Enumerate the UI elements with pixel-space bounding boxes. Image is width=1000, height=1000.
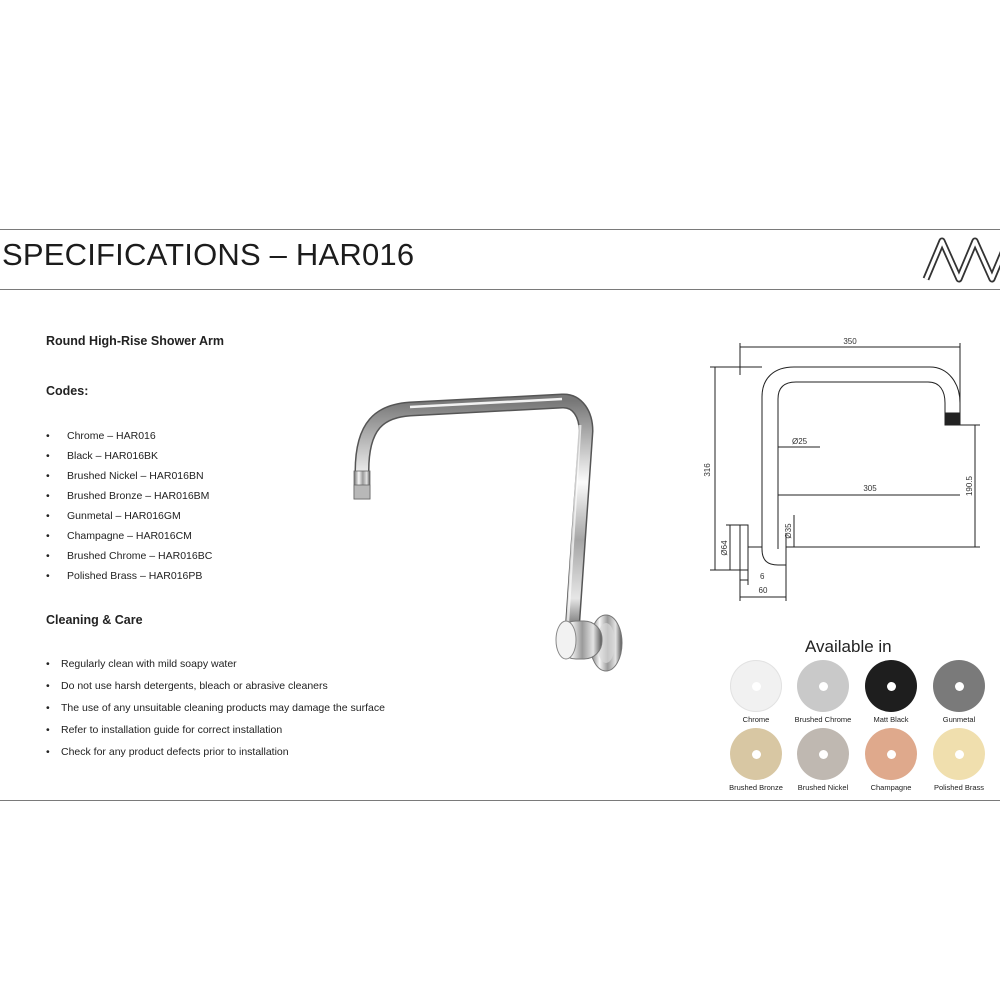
dim-overall-width: 350	[843, 337, 857, 346]
code-text: Brushed Chrome – HAR016BC	[67, 550, 213, 562]
technical-drawing	[690, 335, 990, 610]
list-item	[46, 450, 212, 463]
dim-flange-diameter: Ø64	[720, 540, 729, 556]
finish-label: Gunmetal	[942, 715, 976, 724]
top-divider	[0, 229, 1000, 230]
swatch-center-hole	[887, 750, 896, 759]
bottom-divider	[0, 800, 1000, 801]
swatch-center-hole	[752, 682, 761, 691]
list-item	[46, 680, 386, 692]
finish-label: Brushed Nickel	[797, 783, 849, 792]
bullet-icon: •	[46, 510, 50, 522]
finish-swatch	[933, 660, 985, 712]
code-text: Polished Brass – HAR016PB	[67, 570, 203, 582]
dim-drop: 190.5	[965, 475, 974, 497]
dim-overall-height: 316	[703, 463, 712, 477]
care-text: Refer to installation guide for correct installation	[61, 724, 283, 736]
finish-label: Matt Black	[873, 715, 909, 724]
list-item	[46, 570, 212, 583]
finish-label: Chrome	[742, 715, 770, 724]
code-text: Chrome – HAR016	[67, 430, 156, 442]
swatch-center-hole	[955, 750, 964, 759]
care-text: The use of any unsuitable cleaning products may damage the surface	[61, 702, 385, 714]
care-text: Do not use harsh detergents, bleach or abrasive cleaners	[61, 680, 328, 692]
finish-swatch	[797, 660, 849, 712]
codes-heading: Codes:	[46, 384, 89, 398]
bullet-icon: •	[46, 550, 50, 562]
product-photo	[340, 385, 640, 685]
finish-swatch	[730, 660, 782, 712]
product-name: Round High-Rise Shower Arm	[46, 334, 225, 348]
care-list	[46, 658, 386, 768]
codes-list	[46, 430, 212, 590]
bullet-icon: •	[46, 450, 50, 462]
swatch-center-hole	[819, 750, 828, 759]
code-text: Brushed Bronze – HAR016BM	[67, 490, 210, 502]
bullet-icon: •	[46, 702, 50, 714]
list-item	[46, 470, 212, 483]
bullet-icon: •	[46, 658, 50, 670]
swatch-center-hole	[819, 682, 828, 691]
bullet-icon: •	[46, 680, 50, 692]
care-text: Regularly clean with mild soapy water	[61, 658, 237, 670]
list-item	[46, 530, 212, 543]
finish-swatch	[730, 728, 782, 780]
list-item	[46, 490, 212, 503]
list-item	[46, 724, 386, 736]
list-item	[46, 658, 386, 670]
list-item	[46, 510, 212, 523]
header-divider	[0, 289, 1000, 290]
finish-label: Polished Brass	[933, 783, 985, 792]
swatch-center-hole	[752, 750, 761, 759]
care-text: Check for any product defects prior to installation	[61, 746, 289, 758]
dim-base-diameter: Ø35	[784, 523, 793, 539]
swatch-center-hole	[887, 682, 896, 691]
dim-flange-depth: 6	[760, 572, 765, 581]
code-text: Black – HAR016BK	[67, 450, 159, 462]
bullet-icon: •	[46, 490, 50, 502]
code-text: Brushed Nickel – HAR016BN	[67, 470, 204, 482]
swatch-center-hole	[955, 682, 964, 691]
finishes-title: Available in	[805, 637, 892, 656]
care-heading: Cleaning & Care	[46, 613, 143, 627]
bullet-icon: •	[46, 570, 50, 582]
finish-label: Brushed Chrome	[794, 715, 852, 724]
finish-swatch	[865, 728, 917, 780]
finish-swatch	[797, 728, 849, 780]
bullet-icon: •	[46, 530, 50, 542]
code-text: Gunmetal – HAR016GM	[67, 510, 181, 522]
finish-swatch	[865, 660, 917, 712]
brand-logo	[922, 233, 1000, 285]
finish-label: Brushed Bronze	[729, 783, 783, 792]
list-item	[46, 746, 386, 758]
list-item	[46, 702, 386, 714]
bullet-icon: •	[46, 430, 50, 442]
bullet-icon: •	[46, 470, 50, 482]
list-item	[46, 430, 212, 443]
bullet-icon: •	[46, 724, 50, 736]
dim-tube-diameter: Ø25	[792, 437, 808, 446]
dim-reach: 305	[863, 484, 877, 493]
dim-wall-offset: 60	[758, 586, 768, 595]
finish-swatch	[933, 728, 985, 780]
page-title: SPECIFICATIONS – HAR016	[2, 237, 415, 272]
list-item	[46, 550, 212, 563]
finish-label: Champagne	[870, 783, 912, 792]
code-text: Champagne – HAR016CM	[67, 530, 192, 542]
bullet-icon: •	[46, 746, 50, 758]
